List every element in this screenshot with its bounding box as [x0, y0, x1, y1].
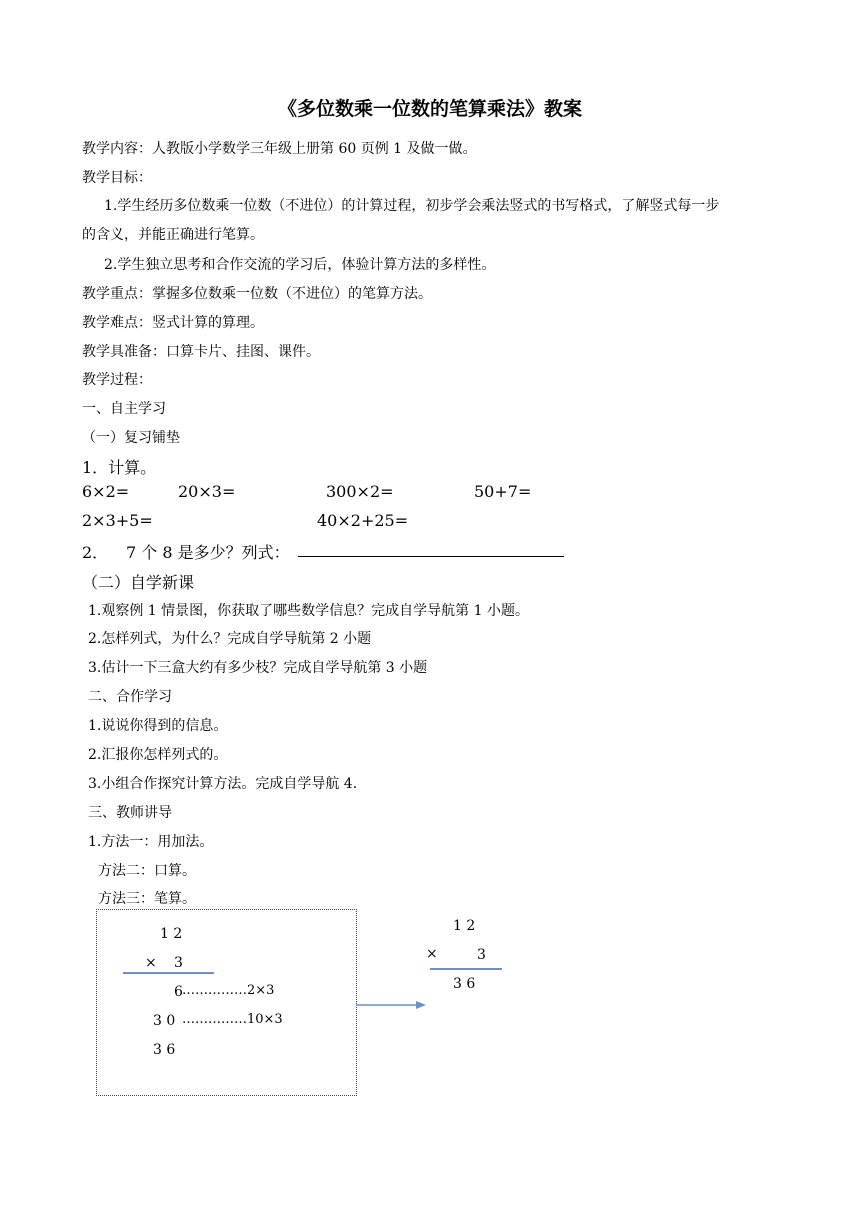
- box-row2-note: ……………10×3: [182, 1012, 283, 1027]
- goals-heading: 教学目标：: [82, 170, 152, 186]
- calc-item: 300×2=: [326, 482, 394, 501]
- key-point: 教学重点：掌握多位数乘一位数（不进位）的笔算方法。: [82, 286, 432, 302]
- teaching-content: 教学内容：人教版小学数学三年级上册第 60 页例 1 及做一做。: [82, 141, 477, 157]
- method-item: 方法二：口算。: [98, 863, 196, 879]
- calc-item: 40×2+25=: [317, 511, 409, 530]
- sub-2-heading: （二）自学新课: [82, 573, 195, 592]
- right-arrow-icon: [356, 998, 428, 1012]
- calc-item: 20×3=: [178, 482, 236, 501]
- calc-item: 2×3+5=: [82, 511, 153, 530]
- box-underline: [123, 972, 214, 974]
- coop-item: 1.说说你得到的信息。: [88, 718, 228, 734]
- box-row1-digit: 6: [174, 984, 183, 1000]
- coop-item: 2.汇报你怎样列式的。: [88, 747, 228, 763]
- right-result: 3 6: [453, 976, 476, 992]
- section-1-heading: 一、自主学习: [82, 401, 166, 417]
- expanded-calculation-box: [96, 909, 357, 1096]
- calc-item: 50+7=: [474, 482, 532, 501]
- new-lesson-item: 1.观察例 1 情景图，你获取了哪些数学信息？完成自学导航第 1 小题。: [88, 603, 529, 619]
- new-lesson-item: 2.怎样列式，为什么？完成自学导航第 2 小题: [88, 631, 372, 647]
- page-title: 《多位数乘一位数的笔算乘法》教案: [277, 98, 582, 120]
- right-mult-sign: ×: [426, 946, 438, 962]
- goal-2: 2.学生独立思考和合作交流的学习后，体验计算方法的多样性。: [104, 257, 496, 273]
- coop-item: 3.小组合作探究计算方法。完成自学导航 4.: [88, 776, 358, 792]
- right-mult-digit: 3: [477, 947, 486, 963]
- section-2-heading: 二、合作学习: [88, 689, 172, 705]
- goal-1-line-1: 1.学生经历多位数乘一位数（不进位）的计算过程，初步学会乘法竖式的书写格式，了解竖式每一步: [104, 198, 720, 214]
- box-row1-note: ……………2×3: [182, 983, 275, 998]
- box-result: 3 6: [153, 1042, 176, 1058]
- question-2-number: 2．: [82, 543, 109, 562]
- method-item: 1.方法一：用加法。: [88, 834, 214, 850]
- question-2-text: 7 个 8 是多少？列式：: [126, 543, 290, 562]
- box-mult-digit: 3: [174, 955, 183, 971]
- box-row2-digits: 3 0: [153, 1013, 176, 1029]
- box-mult-sign: ×: [145, 955, 157, 971]
- answer-blank-line: [298, 556, 564, 557]
- goal-1-line-2: 的含义，并能正确进行笔算。: [82, 227, 264, 243]
- box-top-number: 1 2: [160, 926, 183, 942]
- teaching-tools: 教学具准备：口算卡片、挂图、课件。: [82, 344, 320, 360]
- difficulty: 教学难点：竖式计算的算理。: [82, 315, 264, 331]
- calc-item: 6×2=: [82, 482, 130, 501]
- method-item: 方法三：笔算。: [98, 891, 196, 907]
- new-lesson-item: 3.估计一下三盒大约有多少枝？完成自学导航第 3 小题: [88, 660, 428, 676]
- calc-heading: 1．计算。: [82, 458, 157, 477]
- right-top-number: 1 2: [453, 918, 476, 934]
- section-3-heading: 三、教师讲导: [88, 805, 172, 821]
- sub-1-heading: （一）复习铺垫: [82, 430, 180, 446]
- process-heading: 教学过程：: [82, 372, 152, 388]
- right-underline: [430, 968, 502, 970]
